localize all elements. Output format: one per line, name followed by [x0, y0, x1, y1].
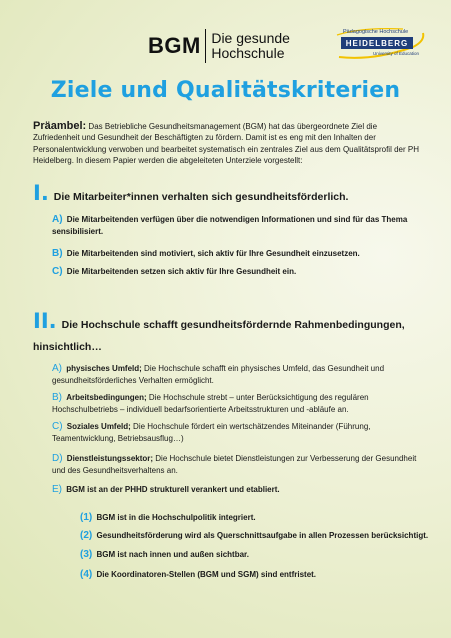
section-2-number: II. — [33, 309, 57, 333]
section-2-heading-text: Die Hochschule schafft gesundheitsfördernde Rahmenbedingungen, hinsichtlich… — [33, 319, 405, 353]
item-letter: D) — [52, 453, 63, 464]
bgm-logo — [148, 28, 290, 64]
list-item — [52, 214, 427, 238]
item-letter: A) — [52, 363, 62, 374]
item-term: Dienstleistungssektor; — [66, 454, 154, 463]
section-1-number: I. — [33, 181, 49, 205]
bgm-subtitle-line-1: Die gesunde — [211, 30, 290, 46]
sub-item-number: (4) — [80, 569, 93, 580]
item-term: BGM ist an der PHHD strukturell verankert und etabliert. — [66, 485, 280, 494]
preamble — [33, 121, 425, 166]
section-1-heading-text: Die Mitarbeiter*innen verhalten sich gesundheitsförderlich. — [53, 191, 349, 203]
bgm-subtitle-line-2: Hochschule — [211, 45, 285, 61]
item-letter: B) — [52, 392, 62, 403]
item-text: Die Hochschule schafft ein physisches Umfeld, das Gesundheit und gesundheitsförderliches Verhalten ermöglicht. — [52, 364, 385, 385]
item-letter: E) — [52, 484, 62, 495]
sub-item-number: (2) — [80, 530, 93, 541]
bgm-logo-text: BGM — [148, 33, 201, 58]
item-letter: C) — [52, 421, 63, 432]
page-title: Ziele und Qualitätskriterien — [50, 78, 401, 103]
item-text: Die Mitarbeitenden setzen sich aktiv für Ihre Gesundheit ein. — [66, 267, 297, 276]
list-item — [52, 392, 427, 416]
item-term: physisches Umfeld; — [66, 364, 142, 373]
logo-divider — [205, 29, 207, 63]
sub-list-item — [80, 530, 430, 542]
item-term: Arbeitsbedingungen; — [66, 393, 147, 402]
sub-item-text: Die Koordinatoren-Stellen (BGM und SGM) sind entfristet. — [96, 570, 317, 579]
item-text: Die Hochschule fördert ein wertschätzendes Miteinander (Führung, Teamentwicklung, Betriebsausflug…) — [52, 422, 371, 443]
list-item — [52, 453, 427, 477]
ph-logo-name: HEIDELBERG — [341, 37, 413, 49]
item-text: Die Hochschule bietet Dienstleistungen zur Verbesserung der Gesundheit und des Gesundheitsverhaltens an. — [52, 454, 417, 475]
ph-logo-top-text: Pädagogische Hochschule — [343, 29, 409, 35]
item-text: Die Hochschule strebt – unter Berücksichtigung des regulären Hochschulbetriebs – individuell bedarfsorientierte Arbeitsstrukturen und -abläufe an. — [52, 393, 369, 414]
list-item — [52, 248, 427, 260]
list-item — [52, 421, 427, 445]
section-1-heading — [33, 181, 433, 205]
ph-heidelberg-logo — [333, 27, 429, 61]
item-term: Soziales Umfeld; — [66, 422, 131, 431]
list-item — [52, 484, 427, 496]
sub-item-text: Gesundheitsförderung wird als Querschnittsaufgabe in allen Prozessen berücksichtigt. — [96, 531, 429, 540]
sub-item-number: (1) — [80, 512, 93, 523]
item-letter: A) — [52, 214, 63, 225]
item-text: Die Mitarbeitenden verfügen über die notwendigen Informationen und sind für das Thema sensibilisiert. — [52, 215, 408, 236]
item-letter: C) — [52, 266, 63, 277]
sub-item-number: (3) — [80, 549, 93, 560]
sub-list-item — [80, 549, 430, 561]
list-item — [52, 266, 427, 278]
sub-item-text: BGM ist in die Hochschulpolitik integriert. — [96, 513, 256, 522]
sub-item-text: BGM ist nach innen und außen sichtbar. — [96, 550, 249, 559]
ph-logo-bottom-text: University of Education — [373, 51, 420, 56]
list-item — [52, 363, 427, 387]
bgm-logo-subtitle — [211, 31, 290, 61]
sub-list-item — [80, 512, 430, 524]
sub-list-item — [80, 569, 430, 581]
preamble-text: Das Betriebliche Gesundheitsmanagement (BGM) hat das übergeordnete Ziel die Zufriedenheit und Gesundheit der Beschäftigten zu fördern. Damit ist es eng mit den Inhalten der Personalentwicklung verwoben und bearbeitet systematisch ein zentrales Ziel aus dem Qualitätsprofil der PH Heidelberg. In diesem Papier werden die abgeleiteten Unterziele vorgestellt: — [33, 122, 419, 165]
preamble-label: Präambel: — [33, 120, 87, 132]
item-text: Die Mitarbeitenden sind motiviert, sich aktiv für Ihre Gesundheit einzusetzen. — [66, 249, 360, 258]
section-2-heading — [33, 310, 433, 358]
item-letter: B) — [52, 248, 63, 259]
